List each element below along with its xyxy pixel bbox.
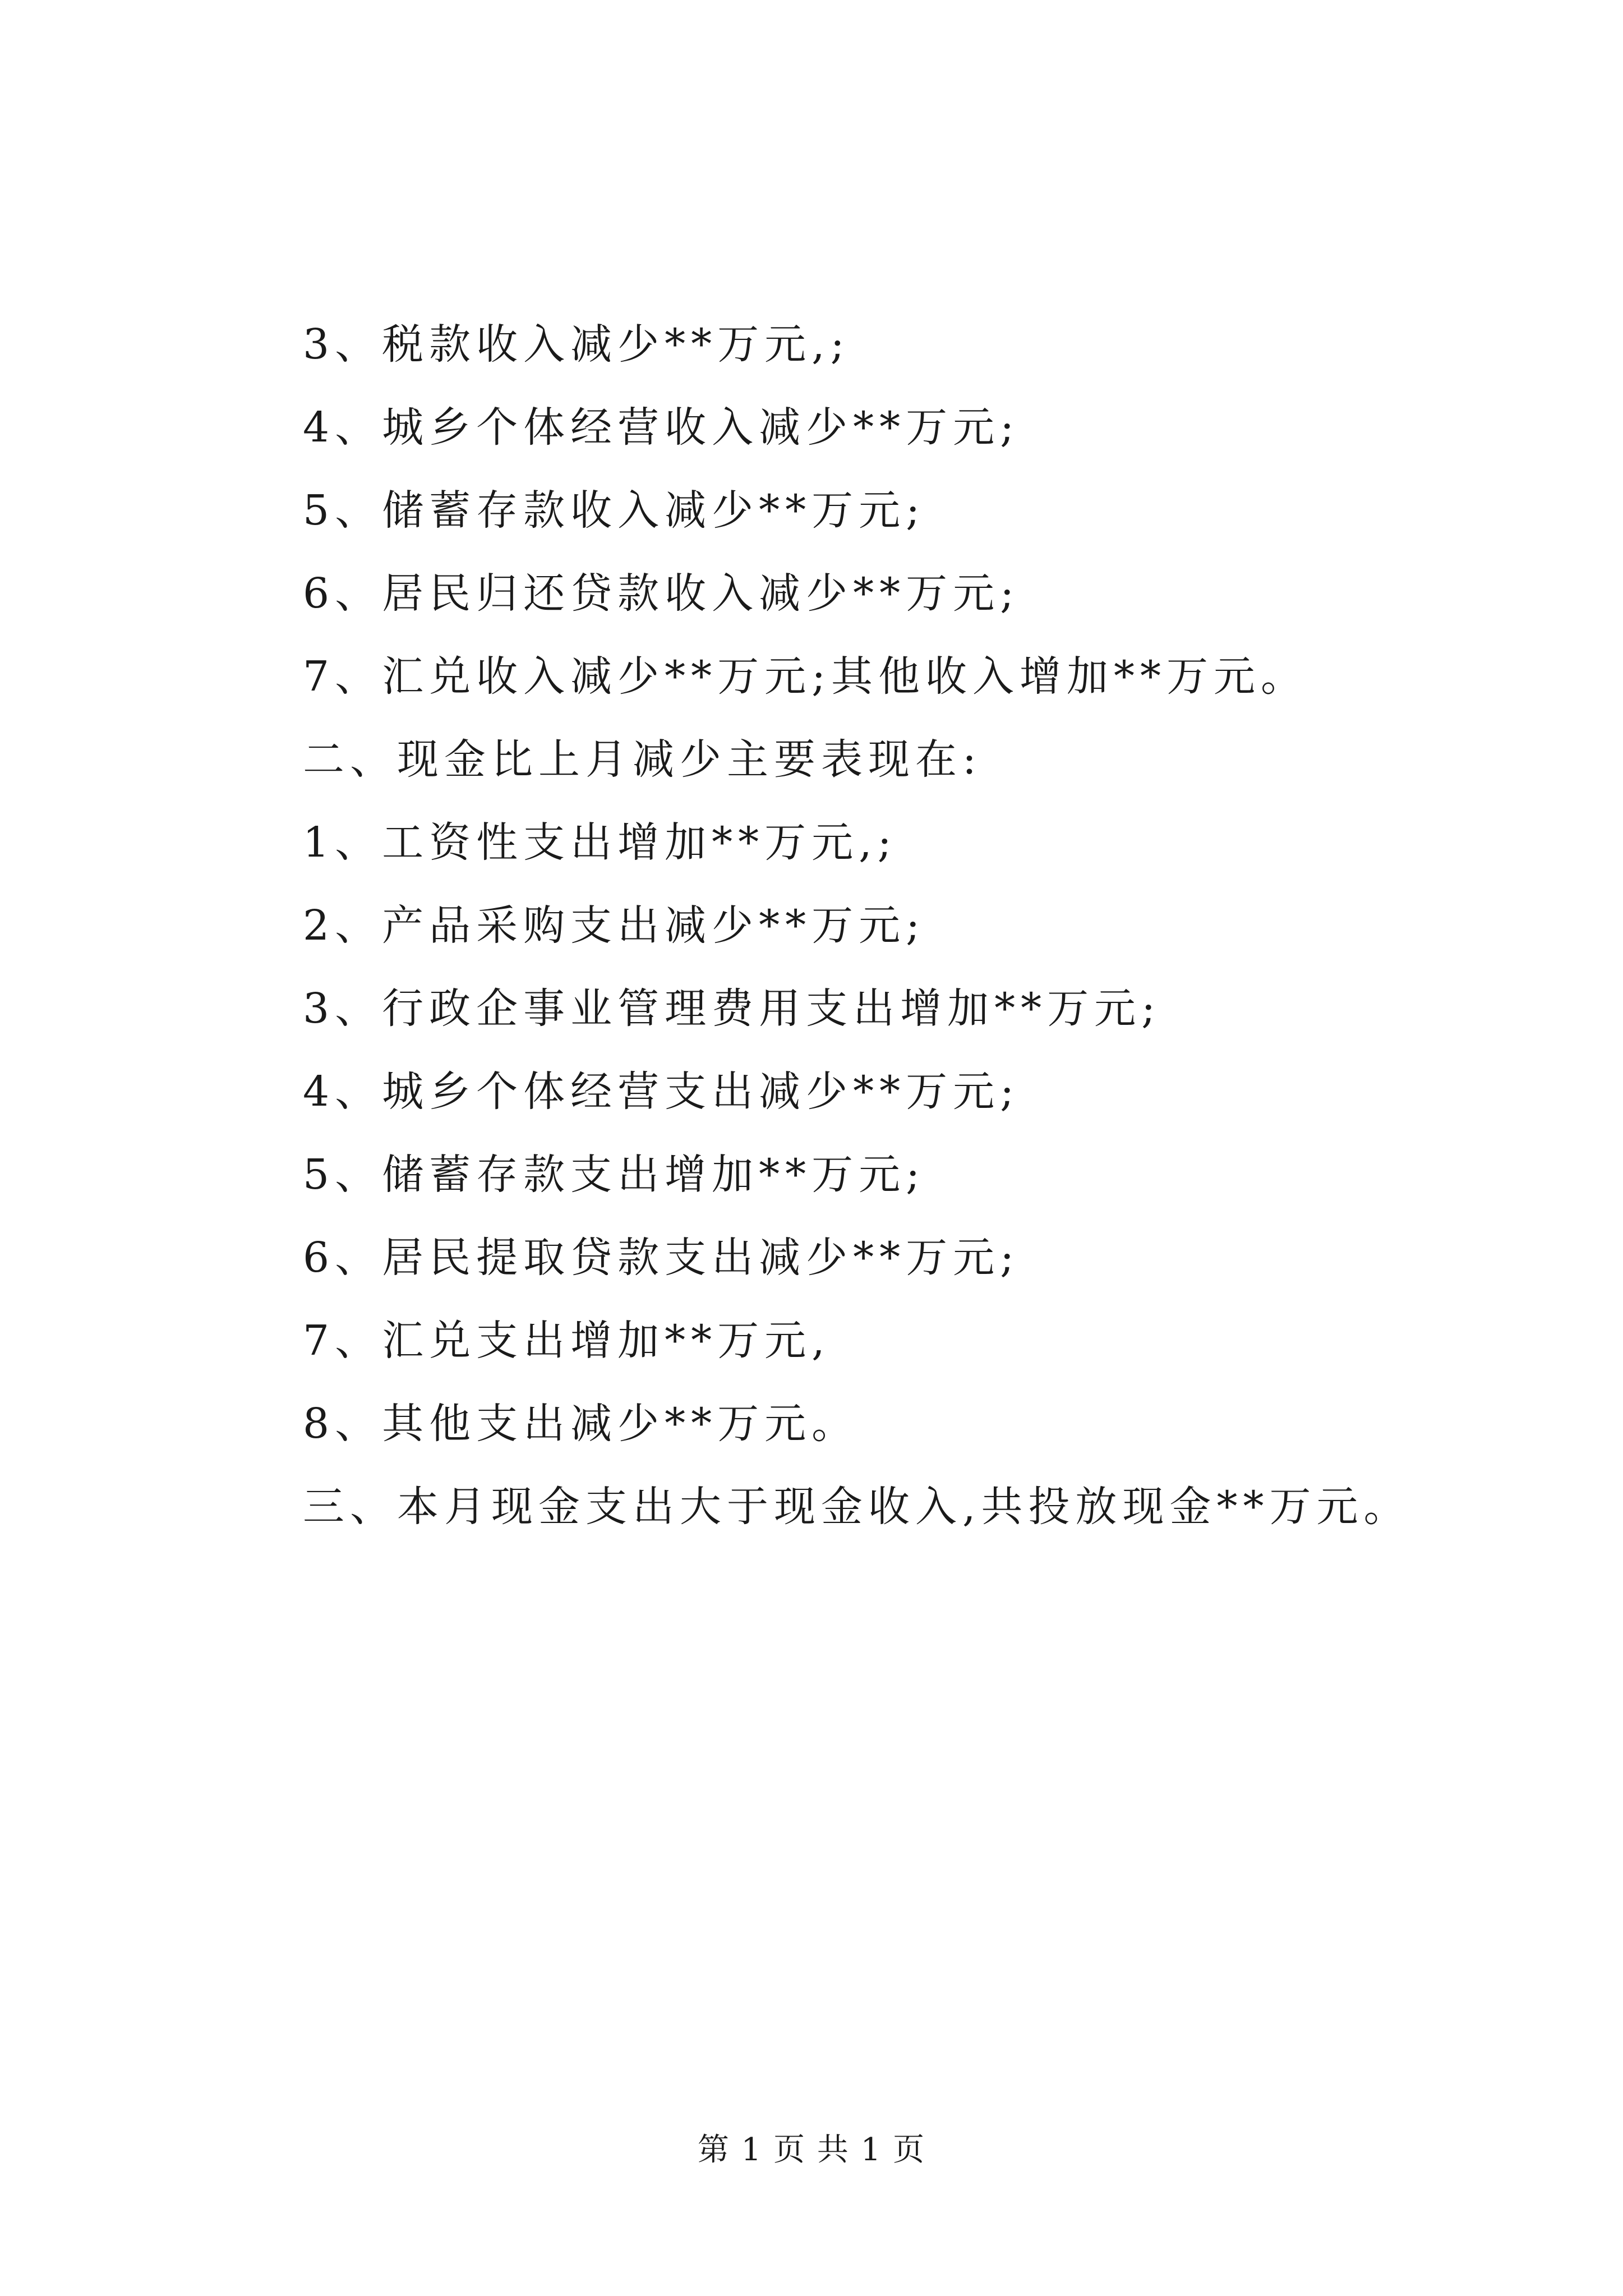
page-number-footer: 第 1 页 共 1 页 [697, 2132, 926, 2168]
section-heading-cash-summary: 三、本月现金支出大于现金收入,共投放现金**万元。 [303, 1483, 1411, 1531]
line-income-tax: 3、税款收入减少**万元,; [303, 320, 850, 369]
line-expense-wages: 1、工资性支出增加**万元,; [303, 818, 897, 867]
line-expense-other: 8、其他支出减少**万元。 [303, 1400, 859, 1448]
line-income-savings: 5、储蓄存款收入减少**万元; [303, 486, 926, 535]
line-expense-admin: 3、行政企事业管理费用支出增加**万元; [303, 984, 1161, 1033]
line-expense-savings: 5、储蓄存款支出增加**万元; [303, 1151, 926, 1199]
line-income-loan-repayment: 6、居民归还贷款收入减少**万元; [303, 569, 1020, 618]
document-body [303, 303, 1537, 1548]
line-expense-remittance: 7、汇兑支出增加**万元, [303, 1317, 831, 1365]
section-heading-cash-decrease: 二、现金比上月减少主要表现在: [303, 735, 982, 784]
line-expense-loan-withdrawal: 6、居民提取贷款支出减少**万元; [303, 1234, 1020, 1282]
line-expense-procurement: 2、产品采购支出减少**万元; [303, 901, 926, 950]
line-income-remittance-other: 7、汇兑收入减少**万元;其他收入增加**万元。 [303, 652, 1308, 701]
line-expense-individual-business: 4、城乡个体经营支出减少**万元; [303, 1068, 1020, 1116]
line-income-individual-business: 4、城乡个体经营收入减少**万元; [303, 403, 1020, 452]
